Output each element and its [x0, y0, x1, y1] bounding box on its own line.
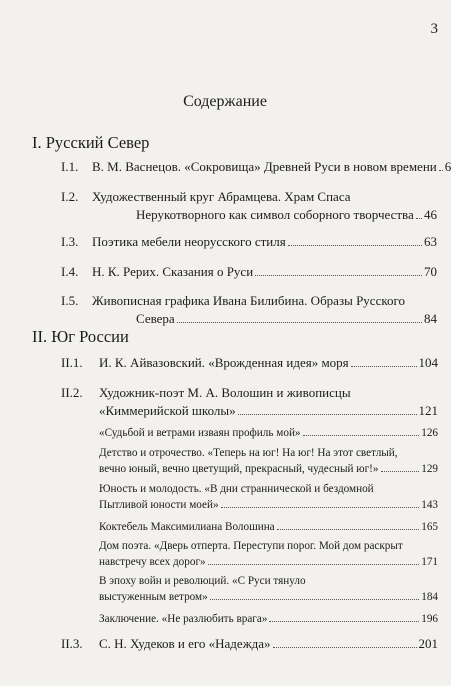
subentry-page: 129: [421, 463, 438, 475]
entry-text: «Киммерийской школы»: [99, 403, 236, 418]
entry-text: Севера: [136, 311, 175, 326]
entry-text: И. К. Айвазовский. «Врожденная идея» моря: [99, 355, 349, 370]
entry-page: 46: [424, 207, 437, 222]
toc-subentry: [99, 481, 438, 513]
subentry-page: 196: [421, 613, 438, 625]
entry-text: Н. К. Рерих. Сказания о Руси: [92, 264, 254, 279]
entry-page: 104: [418, 355, 438, 370]
subentry-text: В эпоху войн и революций. «С Руси тянуло: [99, 575, 306, 587]
subentry-page: 165: [421, 521, 438, 533]
toc-subentry: [99, 445, 438, 477]
subentry-text: навстречу всех дорог»: [99, 556, 206, 568]
toc-subentry: [99, 425, 438, 441]
entry-page: 201: [418, 636, 438, 651]
page-title: Содержание: [183, 93, 267, 110]
toc-entry: [61, 292, 437, 328]
subentry-text: Юность и молодость. «В дни страннической и бездомной: [99, 483, 374, 495]
toc-subentry: [99, 611, 438, 627]
toc-entry: [61, 158, 451, 176]
toc-entry: [61, 635, 438, 653]
entry-number: II.1.: [61, 355, 83, 370]
entry-number: I.4.: [61, 264, 79, 279]
section-heading-1: I. Русский Север: [32, 133, 150, 152]
entry-page: 70: [424, 264, 437, 279]
entry-page: 84: [424, 311, 437, 326]
toc-entry: [61, 188, 437, 224]
entry-page: 121: [418, 403, 438, 418]
entry-number: II.3.: [61, 636, 83, 651]
subentry-text: Коктебель Максимилиана Волошина: [99, 521, 275, 533]
subentry-page: 171: [421, 556, 438, 568]
entry-text: Художественный круг Абрамцева. Храм Спаса: [92, 189, 351, 204]
toc-entry: [61, 233, 437, 251]
entry-text: Поэтика мебели неорусского стиля: [92, 234, 286, 249]
entry-number: I.5.: [61, 293, 79, 308]
entry-text: С. Н. Худеков и его «Надежда»: [99, 636, 271, 651]
subentry-text: «Судьбой и ветрами изваян профиль мой»: [99, 427, 301, 439]
entry-text: В. М. Васнецов. «Сокровища» Древней Руси в новом времени: [92, 159, 437, 174]
page-number: 3: [430, 21, 438, 37]
entry-page: 63: [424, 234, 437, 249]
toc-entry: [61, 384, 438, 420]
toc-subentry: [99, 538, 438, 570]
subentry-text: Пытливой юности моей»: [99, 499, 219, 511]
subentry-text: выстуженным ветром»: [99, 591, 208, 603]
subentry-text: Дом поэта. «Дверь отперта. Переступи порог. Мой дом раскрыт: [99, 540, 403, 552]
toc-subentry: [99, 519, 438, 535]
section-heading-2: II. Юг России: [32, 327, 129, 346]
toc-entry: [61, 263, 437, 281]
entry-text: Художник-поэт М. А. Волошин и живописцы: [99, 385, 351, 400]
subentry-page: 143: [421, 499, 438, 511]
entry-number: II.2.: [61, 385, 83, 400]
subentry-text: вечно юный, вечно цветущий, прекрасный, чудесный юг!»: [99, 463, 379, 475]
subentry-page: 184: [421, 591, 438, 603]
entry-number: I.1.: [61, 159, 79, 174]
toc-entry: [61, 354, 438, 372]
entry-number: I.2.: [61, 189, 79, 204]
entry-text: Нерукотворного как символ соборного творчества: [136, 207, 414, 222]
entry-text: Живописная графика Ивана Билибина. Образы Русского: [92, 293, 406, 308]
subentry-text: Заключение. «Не разлюбить врага»: [99, 613, 268, 625]
subentry-page: 126: [421, 427, 438, 439]
subentry-text: Детство и отрочество. «Теперь на юг! На юг! На этот светлый,: [99, 447, 398, 459]
toc-subentry: [99, 573, 438, 605]
entry-page: 6: [444, 159, 451, 174]
entry-number: I.3.: [61, 234, 79, 249]
